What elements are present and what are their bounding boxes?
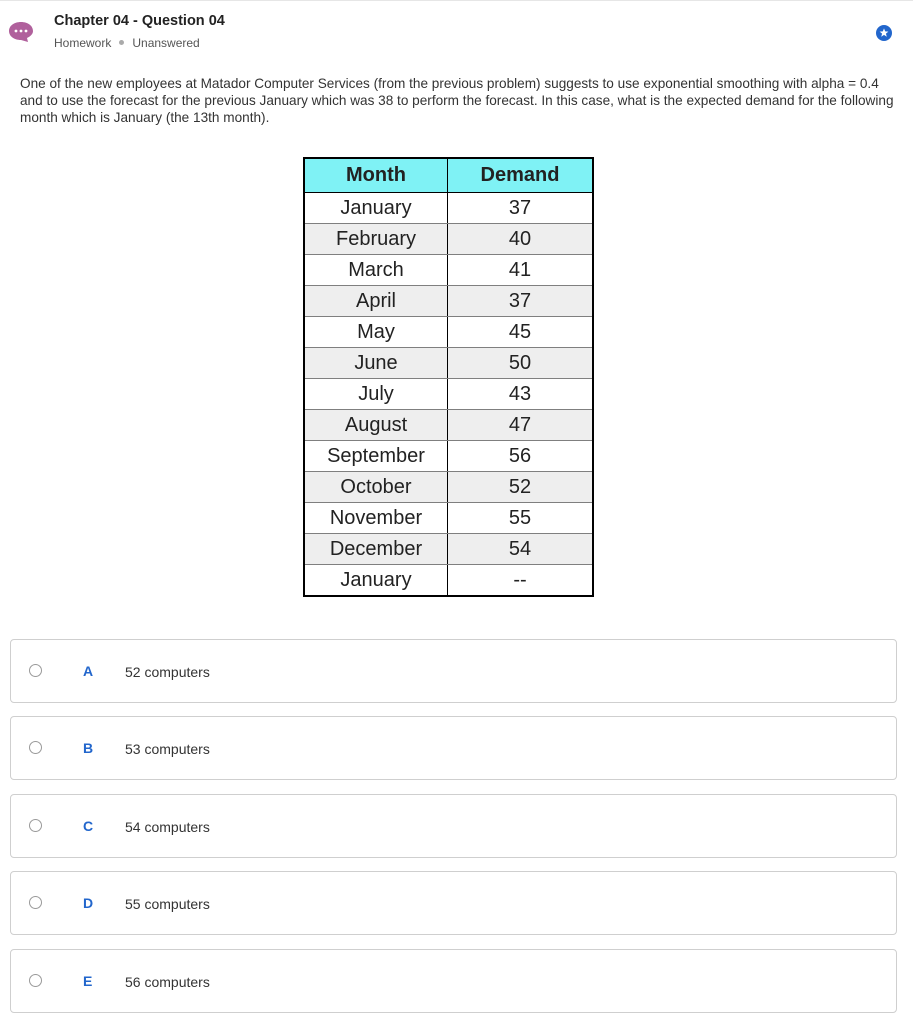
table-row: [304, 565, 593, 597]
option-text: 52 computers: [125, 664, 210, 680]
radio-button[interactable]: [29, 974, 42, 987]
month-cell: December: [304, 534, 448, 565]
table-row: [304, 410, 593, 441]
option-letter: A: [83, 663, 94, 679]
month-cell: May: [304, 317, 448, 348]
month-cell: February: [304, 224, 448, 255]
demand-cell: 40: [448, 224, 594, 255]
demand-cell: 55: [448, 503, 594, 534]
month-cell: July: [304, 379, 448, 410]
answer-option-c[interactable]: [10, 794, 897, 858]
demand-cell: 47: [448, 410, 594, 441]
demand-cell: 43: [448, 379, 594, 410]
radio-button[interactable]: [29, 664, 42, 677]
month-cell: June: [304, 348, 448, 379]
star-icon[interactable]: [876, 25, 892, 41]
radio-button[interactable]: [29, 741, 42, 754]
answer-option-b[interactable]: [10, 716, 897, 780]
table-row: [304, 441, 593, 472]
radio-button[interactable]: [29, 819, 42, 832]
table-row: [304, 193, 593, 224]
demand-cell: 37: [448, 286, 594, 317]
month-cell: January: [304, 565, 448, 597]
table-row: [304, 503, 593, 534]
month-cell: August: [304, 410, 448, 441]
month-cell: January: [304, 193, 448, 224]
demand-cell: 56: [448, 441, 594, 472]
option-letter: C: [83, 818, 94, 834]
option-text: 56 computers: [125, 974, 210, 990]
demand-cell: --: [448, 565, 594, 597]
table-row: [304, 472, 593, 503]
demand-cell: 41: [448, 255, 594, 286]
demand-cell: 45: [448, 317, 594, 348]
month-cell: April: [304, 286, 448, 317]
demand-cell: 52: [448, 472, 594, 503]
table-row: [304, 317, 593, 348]
status-badge: Unanswered: [132, 36, 200, 50]
table-row: [304, 286, 593, 317]
option-letter: B: [83, 740, 94, 756]
table-header-row: [304, 158, 593, 193]
answer-option-e[interactable]: [10, 949, 897, 1013]
question-meta: [54, 36, 200, 50]
table-row: [304, 534, 593, 565]
option-letter: E: [83, 973, 93, 989]
option-text: 53 computers: [125, 741, 210, 757]
option-letter: D: [83, 895, 94, 911]
column-header-demand: Demand: [448, 158, 594, 193]
table-row: [304, 255, 593, 286]
month-cell: September: [304, 441, 448, 472]
answer-option-d[interactable]: [10, 871, 897, 935]
table-row: [304, 348, 593, 379]
month-cell: March: [304, 255, 448, 286]
separator-dot: [119, 40, 124, 45]
column-header-month: Month: [304, 158, 448, 193]
month-cell: November: [304, 503, 448, 534]
chat-bubble-icon: [8, 21, 34, 43]
question-text: One of the new employees at Matador Computer Services (from the previous problem) suggests to use exponential smoothing with alpha = 0.4 and to use the forecast for the previous January which was 38 to perform the forecast. In this case, what is the expected demand for the following month which is January (the 13th month).: [20, 76, 894, 125]
table-row: [304, 224, 593, 255]
table-row: [304, 379, 593, 410]
radio-button[interactable]: [29, 896, 42, 909]
question-header: [0, 0, 913, 60]
demand-cell: 37: [448, 193, 594, 224]
demand-table-container: [303, 157, 594, 597]
option-text: 54 computers: [125, 819, 210, 835]
page-title: Chapter 04 - Question 04: [54, 13, 225, 29]
month-cell: October: [304, 472, 448, 503]
demand-cell: 54: [448, 534, 594, 565]
demand-cell: 50: [448, 348, 594, 379]
answer-option-a[interactable]: [10, 639, 897, 703]
demand-table: [303, 157, 594, 597]
option-text: 55 computers: [125, 896, 210, 912]
question-type: Homework: [54, 36, 112, 50]
